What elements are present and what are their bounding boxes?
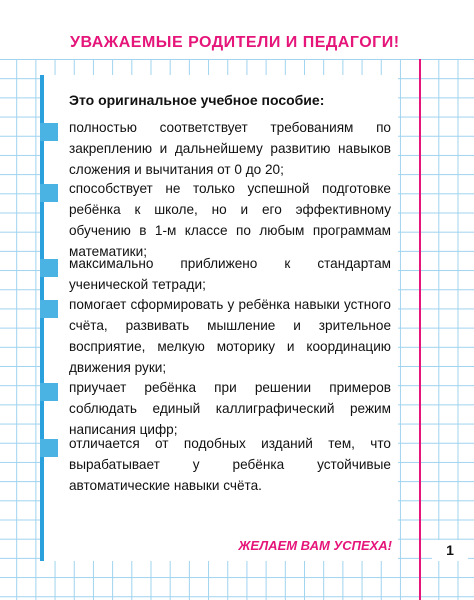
closing-wish: ЖЕЛАЕМ ВАМ УСПЕХА!: [238, 538, 392, 553]
list-item-text: полностью соответствует требованиям по закреплению и дальнейшему развитию навыков сложения и вычитания от 0 до 20;: [69, 120, 391, 177]
page-title: УВАЖАЕМЫЕ РОДИТЕЛИ И ПЕДАГОГИ!: [70, 34, 400, 51]
list-item-text: способствует не только успешной подготовке ребёнка к школе, но и его эффективному обучению в 1-м классе по любым программам математики;: [69, 181, 391, 259]
square-bullet-icon: [40, 123, 58, 141]
square-bullet-icon: [40, 439, 58, 457]
square-bullet-icon: [40, 184, 58, 202]
card-heading: Это оригинальное учебное пособие:: [69, 92, 325, 108]
list-item: [69, 253, 391, 295]
list-item: [69, 178, 391, 262]
list-item-text: отличается от подобных изданий тем, что вырабатывает у ребёнка устойчивые автоматические навыки счёта.: [69, 436, 391, 493]
info-card: [40, 75, 398, 561]
notebook-margin-line: [419, 59, 421, 600]
list-item: [69, 433, 391, 496]
list-item-text: помогает сформировать у ребёнка навыки устного счёта, развивать мышление и зрительное восприятие, мелкую моторику и координацию движения руки;: [69, 297, 391, 375]
square-bullet-icon: [40, 300, 58, 318]
square-bullet-icon: [40, 259, 58, 277]
list-item-text: приучает ребёнка при решении примеров соблюдать единый каллиграфический режим написания цифр;: [69, 380, 391, 437]
list-item-text: максимально приближено к стандартам ученической тетради;: [69, 256, 391, 292]
list-item: [69, 294, 391, 378]
square-bullet-icon: [40, 383, 58, 401]
list-item: [69, 377, 391, 440]
list-item: [69, 117, 391, 180]
page-number: 1: [432, 540, 468, 561]
